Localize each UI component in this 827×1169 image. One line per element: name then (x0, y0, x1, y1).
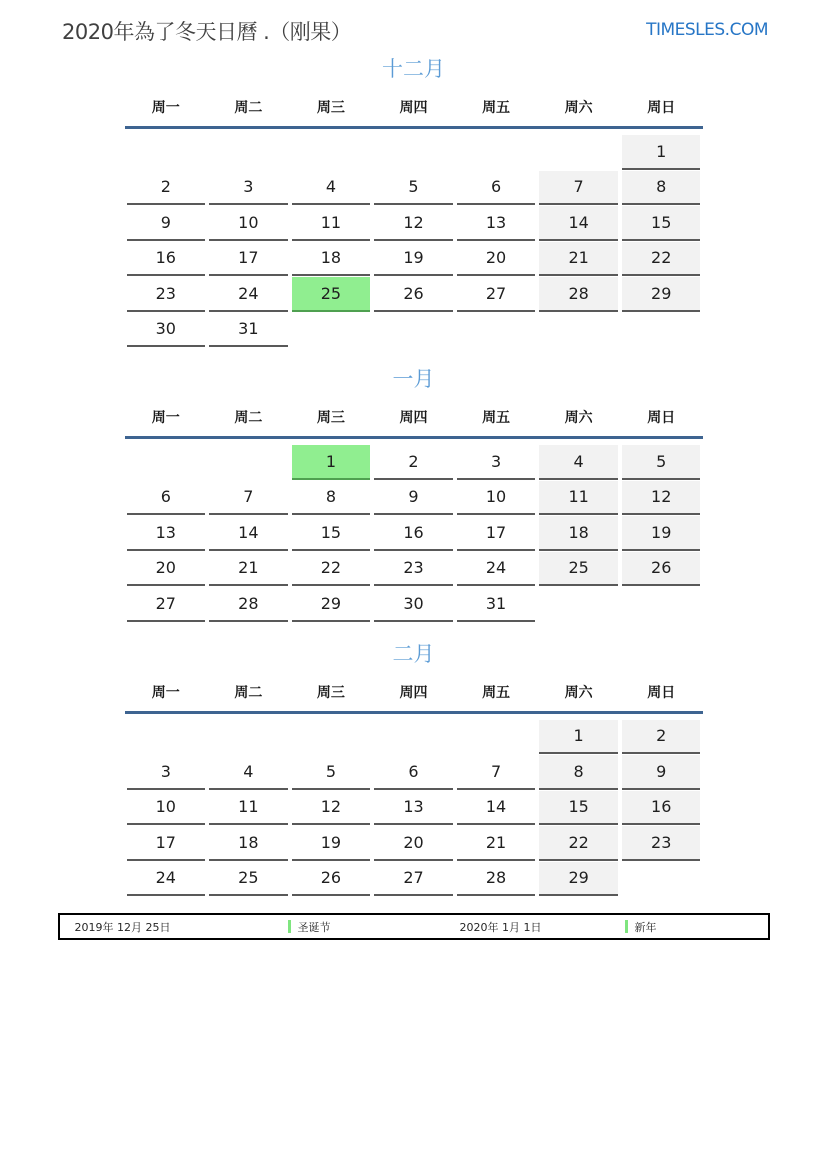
month-block (125, 54, 703, 347)
month-grid (125, 444, 703, 622)
day-cell-empty (292, 313, 371, 348)
day-cell-empty (622, 862, 701, 897)
day-cell: 4 (539, 445, 618, 480)
weekday-label: 周一 (151, 684, 180, 701)
day-cell: 1 (539, 720, 618, 755)
header-underline (125, 711, 703, 714)
weekday-header-row (125, 97, 703, 117)
weekday-label: 周六 (564, 684, 593, 701)
weekday-label: 周四 (399, 410, 428, 426)
day-cell-empty (457, 313, 536, 348)
day-cell: 19 (374, 242, 453, 277)
day-cell: 3 (127, 755, 206, 790)
weekday-label: 周三 (316, 100, 345, 116)
weekday-label: 周三 (316, 410, 345, 426)
day-cell: 14 (209, 516, 288, 551)
week-row (125, 205, 703, 241)
day-cell: 18 (539, 516, 618, 551)
week-row (125, 170, 703, 206)
day-cell: 18 (209, 826, 288, 861)
day-cell-empty (622, 313, 701, 348)
day-cell: 17 (209, 242, 288, 277)
day-cell-empty (457, 720, 536, 755)
day-cell: 20 (374, 826, 453, 861)
day-cell: 26 (292, 862, 371, 897)
day-cell-empty (127, 135, 206, 170)
day-cell: 16 (622, 791, 701, 826)
holiday-label: 新年 (634, 920, 657, 934)
day-cell: 6 (457, 171, 536, 206)
day-cell-empty (374, 135, 453, 170)
day-cell-empty (127, 720, 206, 755)
week-row (125, 480, 703, 516)
day-cell: 29 (622, 277, 701, 312)
day-cell-empty (292, 135, 371, 170)
day-cell: 10 (457, 481, 536, 516)
weekday-label: 周五 (482, 410, 511, 426)
week-row (125, 586, 703, 622)
week-row (125, 241, 703, 277)
weekday-label: 周日 (647, 100, 676, 116)
day-cell: 12 (622, 481, 701, 516)
holiday-label: 圣诞节 (297, 920, 331, 934)
day-cell: 15 (622, 206, 701, 241)
day-cell: 23 (622, 826, 701, 861)
day-cell: 2 (374, 445, 453, 480)
day-cell: 26 (622, 552, 701, 587)
day-cell: 27 (127, 587, 206, 622)
weekday-label: 周二 (234, 410, 263, 426)
weekday-label: 周二 (234, 684, 263, 701)
week-row (125, 134, 703, 170)
holiday-marker-icon (625, 920, 628, 933)
day-cell: 11 (292, 206, 371, 241)
day-cell: 13 (127, 516, 206, 551)
holiday-legend (288, 919, 331, 935)
weekday-label: 周一 (151, 410, 180, 426)
holiday-legend (625, 919, 657, 935)
day-cell: 3 (209, 171, 288, 206)
week-row (125, 312, 703, 348)
weekday-label: 周二 (234, 100, 263, 116)
day-cell: 18 (292, 242, 371, 277)
day-cell: 31 (457, 587, 536, 622)
day-cell-empty (539, 587, 618, 622)
weekday-label: 周四 (399, 684, 428, 701)
weekday-header-row (125, 407, 703, 427)
day-cell: 8 (292, 481, 371, 516)
weekday-label: 周日 (647, 410, 676, 426)
day-cell: 17 (127, 826, 206, 861)
month-block (125, 639, 703, 897)
day-cell: 24 (209, 277, 288, 312)
day-cell: 28 (209, 587, 288, 622)
day-cell: 22 (622, 242, 701, 277)
day-cell: 9 (127, 206, 206, 241)
day-cell: 7 (209, 481, 288, 516)
weekday-label: 周五 (482, 684, 511, 701)
day-cell: 8 (539, 755, 618, 790)
day-cell: 19 (622, 516, 701, 551)
day-cell: 5 (374, 171, 453, 206)
day-cell-empty (539, 313, 618, 348)
day-cell: 3 (457, 445, 536, 480)
day-cell: 22 (292, 552, 371, 587)
weekday-label: 周三 (316, 684, 345, 701)
day-cell-empty (209, 720, 288, 755)
day-cell: 4 (292, 171, 371, 206)
day-cell: 20 (457, 242, 536, 277)
day-cell: 17 (457, 516, 536, 551)
day-cell: 11 (209, 791, 288, 826)
day-cell: 31 (209, 313, 288, 348)
day-cell: 29 (292, 587, 371, 622)
header-underline (125, 436, 703, 439)
day-cell-empty (622, 587, 701, 622)
week-row (125, 719, 703, 755)
day-cell: 4 (209, 755, 288, 790)
page-title: 2020年為了冬天日曆 .（刚果） (62, 20, 352, 44)
day-cell: 26 (374, 277, 453, 312)
month-block (125, 364, 703, 622)
month-title: 十二月 (382, 57, 445, 81)
day-cell: 10 (127, 791, 206, 826)
day-cell-holiday: 25 (292, 277, 371, 312)
week-row (125, 754, 703, 790)
footer-legend (58, 913, 770, 940)
week-row (125, 515, 703, 551)
day-cell: 14 (539, 206, 618, 241)
day-cell: 30 (127, 313, 206, 348)
week-row (125, 444, 703, 480)
day-cell: 21 (539, 242, 618, 277)
day-cell: 1 (622, 135, 701, 170)
day-cell: 25 (209, 862, 288, 897)
site-logo[interactable]: TIMESLES.COM (646, 20, 768, 40)
week-row (125, 790, 703, 826)
month-grid (125, 719, 703, 897)
day-cell: 5 (622, 445, 701, 480)
day-cell: 7 (539, 171, 618, 206)
day-cell: 28 (539, 277, 618, 312)
day-cell: 29 (539, 862, 618, 897)
day-cell: 16 (127, 242, 206, 277)
day-cell: 13 (457, 206, 536, 241)
day-cell: 23 (127, 277, 206, 312)
day-cell: 2 (127, 171, 206, 206)
week-row (125, 861, 703, 897)
day-cell: 24 (457, 552, 536, 587)
day-cell: 13 (374, 791, 453, 826)
day-cell: 2 (622, 720, 701, 755)
day-cell: 15 (539, 791, 618, 826)
day-cell: 5 (292, 755, 371, 790)
day-cell-empty (457, 135, 536, 170)
month-title: 一月 (392, 367, 435, 391)
weekday-label: 周四 (399, 100, 428, 116)
day-cell: 19 (292, 826, 371, 861)
day-cell: 27 (457, 277, 536, 312)
month-title: 二月 (392, 641, 435, 666)
day-cell: 21 (209, 552, 288, 587)
day-cell: 7 (457, 755, 536, 790)
day-cell-empty (539, 135, 618, 170)
day-cell: 15 (292, 516, 371, 551)
day-cell: 25 (539, 552, 618, 587)
day-cell: 21 (457, 826, 536, 861)
day-cell: 27 (374, 862, 453, 897)
page-header (0, 0, 827, 50)
day-cell: 24 (127, 862, 206, 897)
day-cell: 16 (374, 516, 453, 551)
day-cell: 23 (374, 552, 453, 587)
weekday-label: 周日 (647, 684, 676, 701)
holiday-date: 2020年 1月 1日 (459, 920, 542, 934)
day-cell: 6 (374, 755, 453, 790)
day-cell-empty (292, 720, 371, 755)
week-row (125, 825, 703, 861)
weekday-label: 周一 (151, 100, 180, 116)
day-cell: 12 (374, 206, 453, 241)
weekday-label: 周五 (482, 100, 511, 116)
holiday-date: 2019年 12月 25日 (74, 920, 171, 934)
week-row (125, 551, 703, 587)
day-cell: 20 (127, 552, 206, 587)
day-cell-empty (374, 313, 453, 348)
day-cell: 6 (127, 481, 206, 516)
day-cell: 9 (622, 755, 701, 790)
weekday-label: 周六 (564, 410, 593, 426)
day-cell-empty (209, 445, 288, 480)
weekday-header-row (125, 682, 703, 702)
calendar-months (125, 54, 703, 896)
header-underline (125, 126, 703, 129)
day-cell: 22 (539, 826, 618, 861)
day-cell: 9 (374, 481, 453, 516)
day-cell: 11 (539, 481, 618, 516)
day-cell-holiday: 1 (292, 445, 371, 480)
day-cell: 12 (292, 791, 371, 826)
day-cell: 30 (374, 587, 453, 622)
day-cell-empty (127, 445, 206, 480)
weekday-label: 周六 (564, 100, 593, 116)
month-grid (125, 134, 703, 347)
day-cell: 8 (622, 171, 701, 206)
day-cell: 10 (209, 206, 288, 241)
day-cell-empty (374, 720, 453, 755)
week-row (125, 276, 703, 312)
day-cell-empty (209, 135, 288, 170)
holiday-marker-icon (288, 920, 291, 933)
day-cell: 28 (457, 862, 536, 897)
day-cell: 14 (457, 791, 536, 826)
